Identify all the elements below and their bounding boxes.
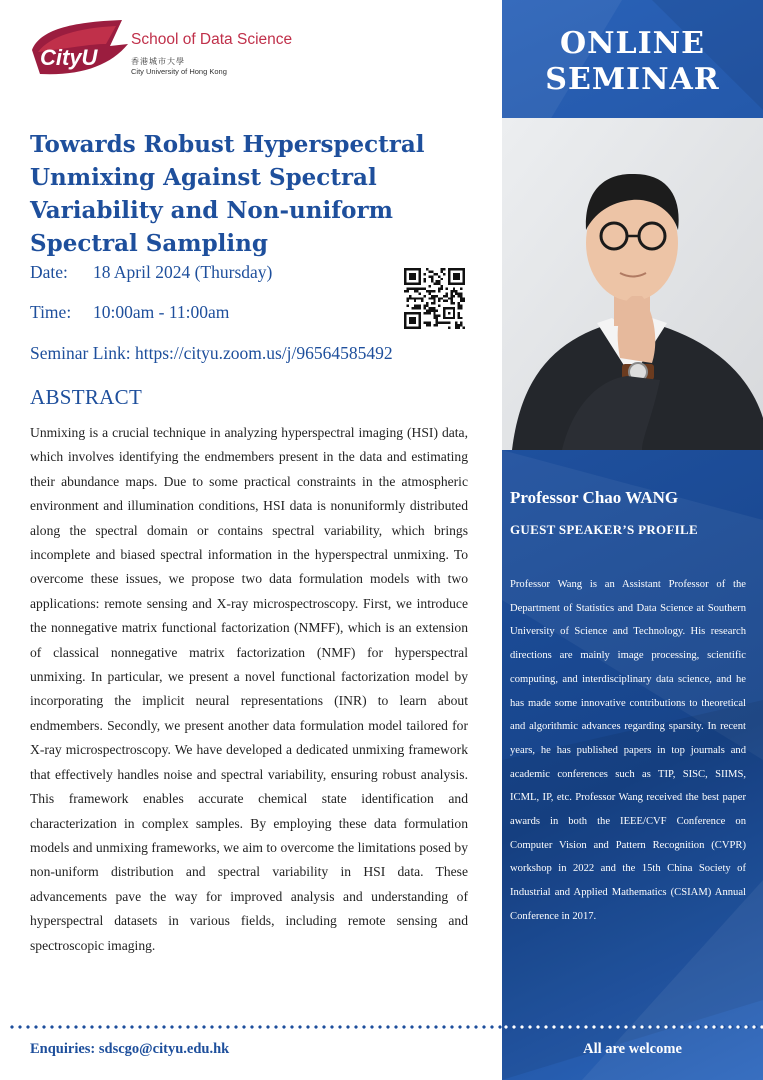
profile-heading: GUEST SPEAKER’S PROFILE [510,522,698,537]
date-value: 18 April 2024 (Thursday) [93,262,273,282]
online-seminar-banner [502,26,763,98]
time-row [30,302,229,323]
seminar-title: Towards Robust Hyperspectral Unmixing Against Spectral Variability and Non-uniform Spectral Sampling [30,131,425,257]
seminar-link[interactable]: https://cityu.zoom.us/j/96564585492 [134,343,393,363]
university-name-english: City University of Hong Kong [131,67,227,76]
time-label: Time: [30,302,72,322]
abstract-heading: ABSTRACT [30,385,143,409]
seminar-link-row [30,343,393,364]
logo-text: CityU [40,45,98,70]
banner-line1: ONLINE [560,26,705,61]
banner-line2: SEMINAR [545,62,720,97]
date-label: Date: [30,262,68,282]
link-label: Seminar Link: [30,343,131,363]
speaker-name: Professor Chao WANG [510,488,679,507]
enquiries-contact: Enquiries: sdscgo@cityu.edu.hk [30,1041,230,1057]
abstract-body: Unmixing is a crucial technique in analyzing hyperspectral imaging (HSI) data, which involves identifying the endmembers present in the data and estimating their abundance maps. Due to some practical constraints in the atmospheric environment and illumination conditions, HSI data is nonuniformly distributed along the spectral domain or contains spectral variability, which brings incomplete and biased spectral information in the hyperspectral unmixing. To overcome these issues, we propose two data formulation models with two applications: remote sensing and X-ray microspectroscopy. First, we introduce the nonnegative matrix functional factorization (NMFF), which is an extension of classical nonnegative matrix factorization (NMF) for hyperspectral unmixing. In particular, we present a novel functional factorization model by incorporating the implicit neural representations (INR) to learn about endmembers. Secondly, we present another data formulation model tailored for X-ray microspectroscopy. We have developed a dedicated unmixing framework that effectively handles noise and spectral variability, ensuring robust analysis. This framework enables accurate chemical state identification and characterization in complex samples. By employing these data formulation models and unmixing frameworks, we aim to overcome the limitations posed by non-uniform distribution and spectral variability in HSI data. These advancements pave the way for improved analysis and understanding of hyperspectral datasets in various fields, including remote sensing and spectroscopic imaging. [30,425,468,953]
speaker-bio: Professor Wang is an Assistant Professor of the Department of Statistics and Data Science at Southern University of Science and Technology. His research directions are mainly image processing, scientific computing, and interdisciplinary data science, and he has made some innovative contributions to theoretical and algorithmic advances regarding sparsity. In recent years, he has published papers in top journals and academic conferences such as TIP, SISC, SIIMS, ICML, IP, etc. Professor Wang received the best paper awards in both the IEEE/CVF Conference on Computer Vision and Pattern Recognition (CVPR) workshop in 2022 and the 15th China Society of Industrial and Applied Mathematics (CSIAM) Annual Conference in 2017. [510,579,746,922]
time-value: 10:00am - 11:00am [93,302,230,322]
qr-code[interactable] [404,268,465,329]
university-name-chinese: 香港城市大學 [131,57,185,66]
all-welcome-text: All are welcome [583,1041,682,1057]
date-row [30,262,272,283]
footer-dotted-divider-right [502,1025,763,1029]
school-name: School of Data Science [131,31,293,48]
speaker-photo [502,118,763,450]
speaker-column [502,0,763,1080]
cityu-logo [30,18,130,78]
